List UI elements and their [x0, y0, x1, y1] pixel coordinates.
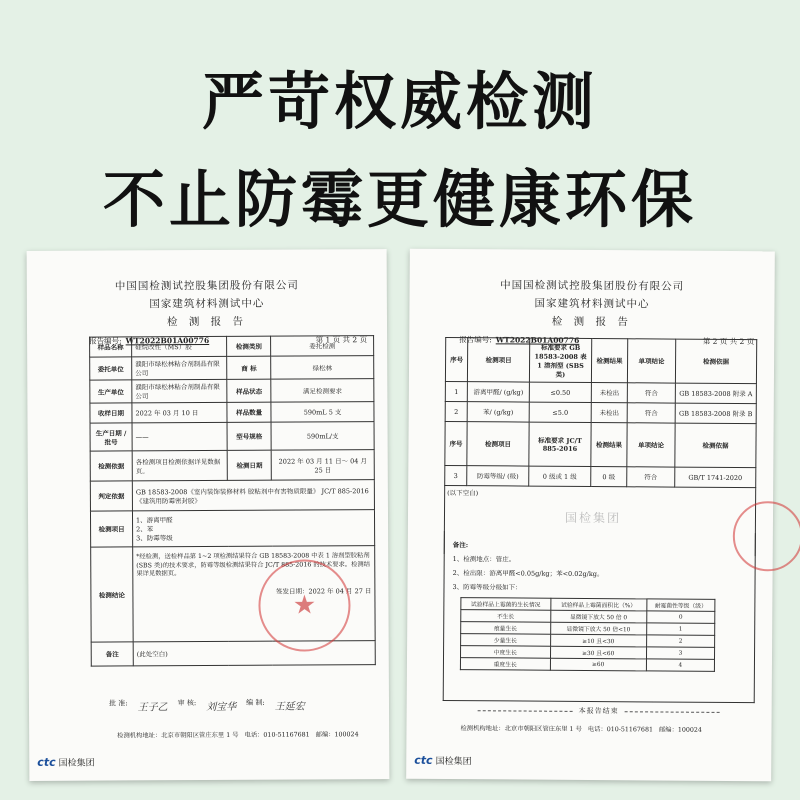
mini-header-3: 耐霉菌性等级（级） — [647, 599, 715, 611]
sample-name: 硅烷改性（MS）胶 — [132, 336, 227, 356]
producer: 濮阳市绿松林粘合剂制品有限公司 — [132, 379, 227, 402]
mini-cell: 0 — [647, 611, 715, 623]
row1-no: 1 — [445, 381, 467, 401]
note-2: 2、检出限：游离甲醛<0.05g/kg；苯<0.02g/kg。 — [452, 569, 604, 579]
row3-single: 符合 — [627, 467, 675, 487]
client: 濮阳市绿松林粘合剂制品有限公司 — [132, 356, 227, 379]
mini-cell: ≥60 — [550, 658, 646, 671]
received-label: 收样日期 — [90, 403, 132, 423]
org-name-2: 中国国检测试控股集团股份有限公司 — [500, 279, 685, 293]
audit-signature: 刘宝华 — [206, 701, 237, 714]
table-row — [460, 658, 714, 672]
headline-line1: 严苛权威检测 — [201, 65, 598, 138]
mold-grade-table — [460, 597, 716, 672]
notes-box — [443, 531, 756, 703]
center-name-2: 国家建筑材料测试中心 — [534, 297, 650, 311]
report-page-1 — [27, 249, 390, 781]
footer-2 — [460, 723, 701, 734]
mini-header-1: 试验样品上霉菌的生长情况 — [461, 598, 551, 611]
footer-address-2: 检测机构地址：北京市朝阳区管庄东里 1 号 — [460, 725, 582, 733]
row2-item: 苯/ (g/kg) — [467, 402, 529, 422]
row2-std: ≤5.0 — [529, 402, 591, 422]
mini-cell: 1 — [647, 623, 715, 635]
mini-cell: 显微镜下放大 50 倍<10 — [550, 622, 646, 635]
org-name: 中国国检测试控股集团股份有限公司 — [114, 279, 299, 293]
row1-result: 未检出 — [591, 383, 627, 403]
report-number-label-2: 报告编号: — [459, 335, 492, 345]
footer-phone: 电话：010-51167681 — [244, 731, 310, 739]
header-item-2: 检测项目 — [467, 422, 529, 466]
row3-std: 0 级或 1 级 — [529, 466, 591, 486]
quantity-label: 样品数量 — [227, 402, 271, 422]
row3-item: 防霉等级/ (级) — [467, 466, 529, 486]
spec-label: 型号规格 — [227, 422, 271, 450]
page-indicator: 第 1 页 共 2 页 — [315, 335, 368, 345]
official-seal: ★ — [258, 559, 350, 651]
logo-text-2: 国检集团 — [435, 756, 472, 768]
mini-cell: 2 — [646, 635, 714, 647]
mini-cell: 痕量生长 — [461, 622, 551, 635]
header-basis: 检测依据 — [675, 339, 756, 384]
logo-mark: ctc — [37, 755, 56, 769]
spec: 590mL/支 — [271, 422, 374, 451]
header-result: 检测结果 — [591, 339, 627, 383]
row2-no: 2 — [445, 401, 467, 421]
remarks: (此处空白) — [133, 641, 375, 666]
category-label: 检测类别 — [227, 336, 271, 356]
item-1: 1、游离甲醛 — [136, 516, 173, 525]
received: 2022 年 03 月 10 日 — [132, 402, 227, 422]
note-3: 3、防霉等级分级如下： — [452, 583, 522, 592]
prod-date-label: 生产日期 /批号 — [90, 423, 132, 451]
report-end: 本报告结束 — [443, 705, 755, 717]
conclusion-label: 检测结论 — [91, 547, 133, 642]
mini-cell: ≥30 且<60 — [550, 646, 646, 659]
approve-label: 批 准: — [108, 699, 128, 708]
producer-label: 生产单位 — [90, 380, 132, 403]
row1-std: ≤0.50 — [529, 382, 591, 402]
state-label: 样品状态 — [227, 379, 271, 402]
ctc-logo-2 — [414, 754, 471, 767]
header-standard-1: 标准要求 GB 18583-2008 表 1 溶剂型 (SBS 类) — [529, 338, 591, 382]
mini-cell: 3 — [646, 647, 714, 659]
note-1: 1、检测地点：管庄。 — [452, 555, 516, 564]
page-indicator-2: 第 2 页 共 2 页 — [702, 336, 755, 347]
issue-date: 签发日期：2022 年 04 月 27 日 — [275, 586, 372, 596]
report-page-2 — [406, 249, 775, 782]
footer-postcode: 邮编：100024 — [315, 731, 359, 739]
mini-cell: 中度生长 — [461, 646, 551, 659]
footer-address: 检测机构地址：北京市朝阳区管庄东里 1 号 — [117, 731, 239, 740]
audit-label: 审 核: — [177, 699, 197, 708]
test-date: 2022 年 03 月 11 日～ 04 月 25 日 — [271, 450, 374, 481]
footer — [117, 729, 358, 739]
row2-single: 符合 — [627, 403, 675, 423]
row3-basis: GB/T 1741-2020 — [675, 467, 756, 488]
judge-label: 判定依据 — [90, 481, 132, 511]
judge: GB 18583-2008《室内装饰装修材料 胶粘剂中有害物质限量》 JC/T 885-2016《建筑用防霉密封胶》 — [132, 480, 374, 511]
logo-mark-2: ctc — [414, 753, 433, 767]
footer-postcode-2: 邮编：100024 — [658, 726, 702, 734]
report-title: 检 测 报 告 — [166, 315, 248, 329]
item-3: 3、防霉等级 — [136, 534, 173, 543]
center-name: 国家建筑材料测试中心 — [149, 297, 265, 311]
header-item: 检测项目 — [467, 338, 529, 382]
items-label: 检测项目 — [90, 511, 132, 547]
remarks-label: 备注 — [91, 642, 133, 666]
mini-cell: 显微镜下放大 50 倍 0 — [550, 610, 646, 623]
state: 满足检测要求 — [271, 379, 374, 403]
test-date-label: 检测日期 — [227, 450, 271, 480]
header-basis-2: 检测依据 — [675, 423, 756, 468]
signatures — [109, 697, 305, 713]
compile-signature: 王延宏 — [274, 701, 305, 713]
row3-no: 3 — [445, 465, 467, 485]
report-title-2: 检 测 报 告 — [551, 315, 632, 329]
mini-header-2: 试验样品上霉菌面积比（%） — [550, 598, 646, 611]
header-single: 单项结论 — [627, 339, 675, 383]
blank-note: (以下空白) — [447, 488, 479, 498]
mini-cell: 少量生长 — [461, 634, 551, 647]
sample-name-label: 样品名称 — [90, 337, 132, 357]
compile-label: 编 制: — [246, 698, 265, 707]
mini-cell: ≥10 且<30 — [550, 634, 646, 647]
row1-single: 符合 — [627, 383, 675, 403]
basis-label: 检测依据 — [90, 451, 132, 481]
row2-basis: GB 18583-2008 附录 B — [675, 403, 756, 424]
trademark-label: 商 标 — [227, 356, 271, 379]
quantity: 590mL 5 支 — [271, 402, 374, 423]
conclusion: *经检测，送检样品第 1~2 项检测结果符合 GB 18583-2008 中表 1 溶剂型胶粘剂(SBS 类)的技术要求，防霉等级检测结果符合 JC/T 885-2016 的技术要求。检测结果详见数据页。 — [136, 552, 371, 578]
notes-title: 备注: — [452, 541, 469, 550]
mini-cell: 不生长 — [461, 610, 551, 623]
header-single-2: 单项结论 — [627, 423, 675, 467]
header-result-2: 检测结果 — [591, 423, 627, 467]
row3-result: 0 级 — [591, 467, 627, 487]
row1-basis: GB 18583-2008 附录 A — [675, 383, 756, 404]
report-number: WT2022B01A00776 — [125, 335, 210, 346]
item-2: 2、苯 — [136, 525, 154, 534]
header-no: 序号 — [445, 337, 467, 381]
watermark: 国检集团 — [564, 510, 622, 526]
row2-result: 未检出 — [591, 403, 627, 423]
logo-text: 国检集团 — [58, 758, 95, 769]
basis: 各检测项目检测依据详见数据页。 — [132, 450, 227, 480]
header-no-2: 序号 — [445, 421, 467, 465]
report-number-2: WT2022B01A00776 — [495, 335, 580, 345]
header-standard-2: 标准要求 JC/T 885-2016 — [529, 422, 591, 466]
trademark: 绿松林 — [271, 356, 374, 380]
results-table — [444, 337, 758, 556]
edge-seal — [733, 501, 800, 571]
client-label: 委托单位 — [90, 357, 132, 380]
ctc-logo — [37, 756, 94, 769]
headline-line2: 不止防霉更健康环保 — [102, 163, 697, 236]
report-number-label: 报告编号: — [89, 336, 122, 346]
row1-item: 游离甲醛/ (g/kg) — [467, 382, 529, 402]
approve-signature: 王子乙 — [137, 702, 168, 714]
mini-cell: 重度生长 — [460, 658, 550, 671]
mini-cell: 4 — [646, 659, 714, 671]
category: 委托检测 — [271, 336, 374, 357]
footer-phone-2: 电话：010-51167681 — [587, 725, 653, 734]
items-list — [132, 510, 374, 547]
prod-date: —— — [132, 422, 227, 450]
